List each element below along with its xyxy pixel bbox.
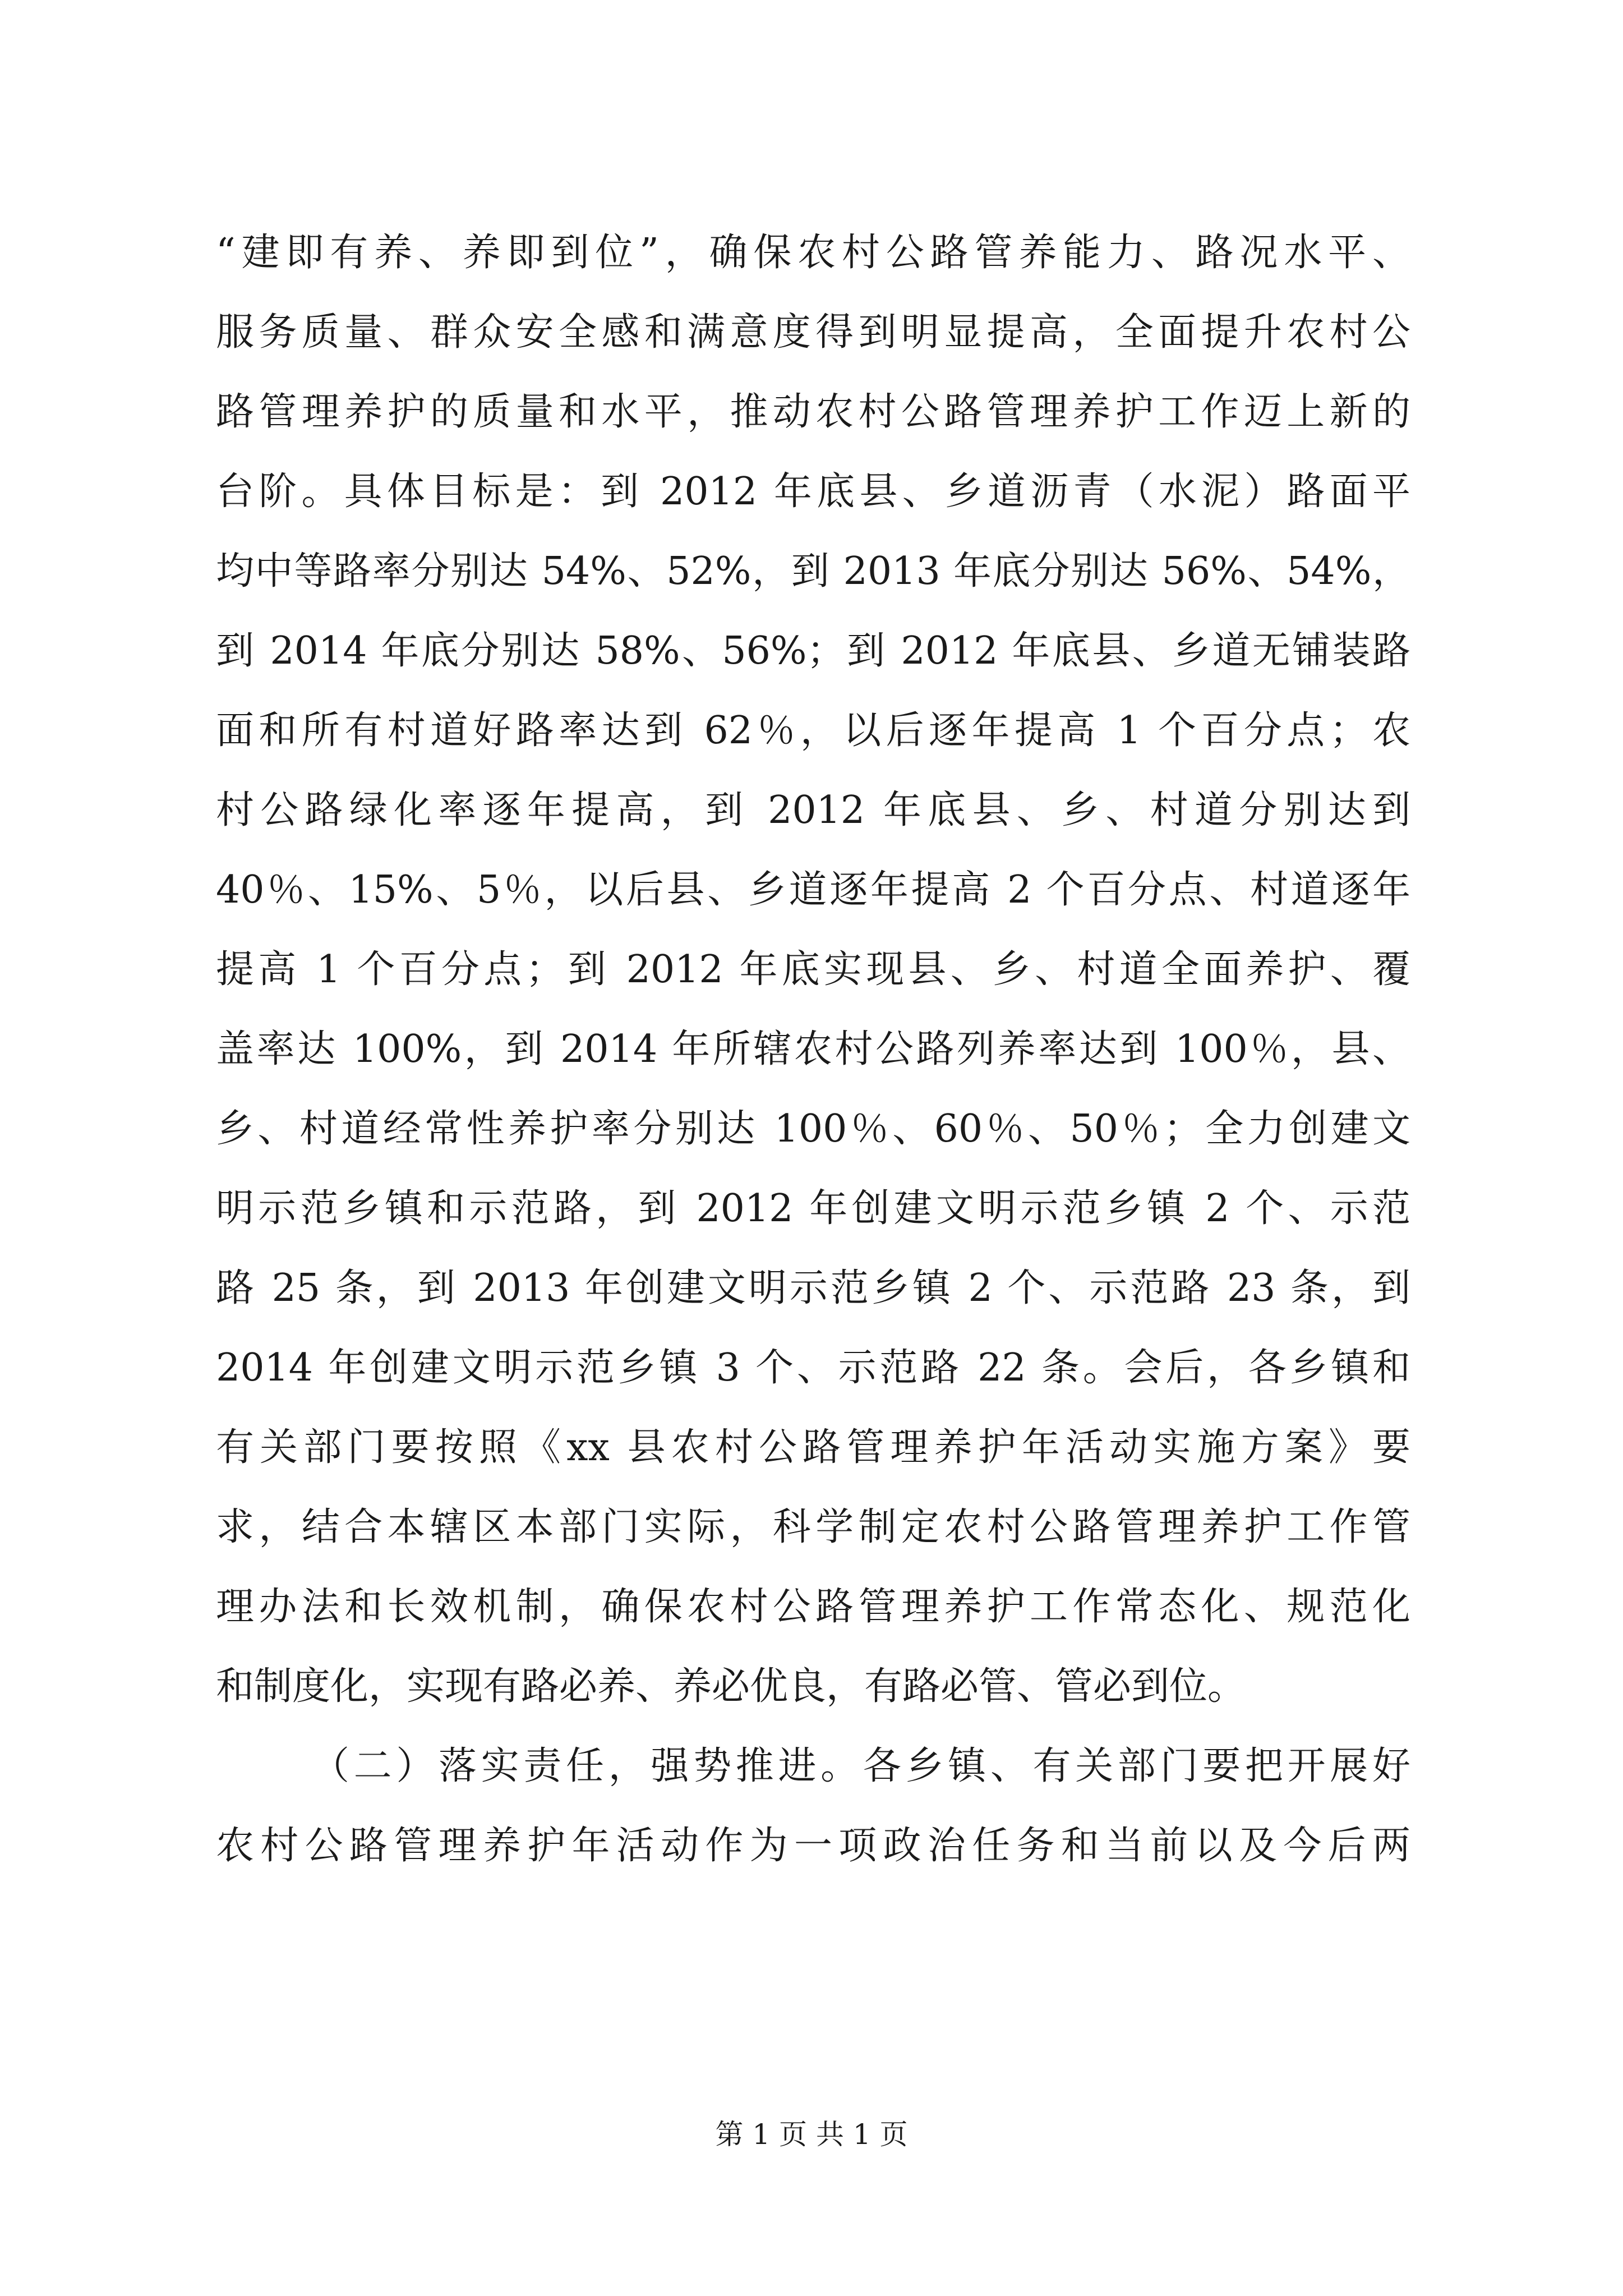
text-line-6: 到 2014 年底分别达 58%、56%；到 2012 年底县、乡道无铺装路: [216, 629, 1410, 673]
text-line-15: 2014 年创建文明示范乡镇 3 个、示范路 22 条。会后，各乡镇和: [216, 1346, 1410, 1390]
text-line-1: “建即有养、养即到位”，确保农村公路管养能力、路况水平、: [216, 231, 1410, 275]
text-line-10: 提高 1 个百分点；到 2012 年底实现县、乡、村道全面养护、覆: [216, 947, 1410, 992]
text-line-18: 理办法和长效机制，确保农村公路管理养护工作常态化、规范化: [216, 1585, 1410, 1629]
text-line-3: 路管理养护的质量和水平，推动农村公路管理养护工作迈上新的: [216, 390, 1410, 434]
text-line-5: 均中等路率分别达 54%、52%，到 2013 年底分别达 56%、54%，: [216, 549, 1410, 593]
text-line-11: 盖率达 100%，到 2014 年所辖农村公路列养率达到 100％，县、: [216, 1027, 1410, 1071]
text-line-12: 乡、村道经常性养护率分别达 100％、60％、50％；全力创建文: [216, 1107, 1410, 1151]
body-text: [216, 213, 1410, 1886]
page-number: 第 1 页 共 1 页: [715, 2118, 908, 2151]
text-line-14: 路 25 条，到 2013 年创建文明示范乡镇 2 个、示范路 23 条，到: [216, 1266, 1410, 1310]
text-line-8: 村公路绿化率逐年提高，到 2012 年底县、乡、村道分别达到: [216, 788, 1410, 832]
text-line-21: 农村公路管理养护年活动作为一项政治任务和当前以及今后两: [216, 1824, 1410, 1868]
text-line-9: 40％、15%、5％，以后县、乡道逐年提高 2 个百分点、村道逐年: [216, 868, 1410, 912]
text-line-7: 面和所有村道好路率达到 62％，以后逐年提高 1 个百分点；农: [216, 708, 1410, 753]
text-line-4: 台阶。具体目标是：到 2012 年底县、乡道沥青（水泥）路面平: [216, 470, 1410, 514]
text-line-2: 服务质量、群众安全感和满意度得到明显提高，全面提升农村公: [216, 310, 1410, 355]
text-line-17: 求，结合本辖区本部门实际，科学制定农村公路管理养护工作管: [216, 1505, 1410, 1549]
text-line-16: 有关部门要按照《xx 县农村公路管理养护年活动实施方案》要: [216, 1425, 1410, 1470]
text-line-13: 明示范乡镇和示范路，到 2012 年创建文明示范乡镇 2 个、示范: [216, 1186, 1410, 1231]
page-footer: [0, 2115, 1623, 2154]
text-line-19: 和制度化，实现有路必养、养必优良，有路必管、管必到位。: [216, 1664, 1246, 1709]
text-line-20: （二）落实责任，强势推进。各乡镇、有关部门要把开展好: [311, 1744, 1410, 1788]
